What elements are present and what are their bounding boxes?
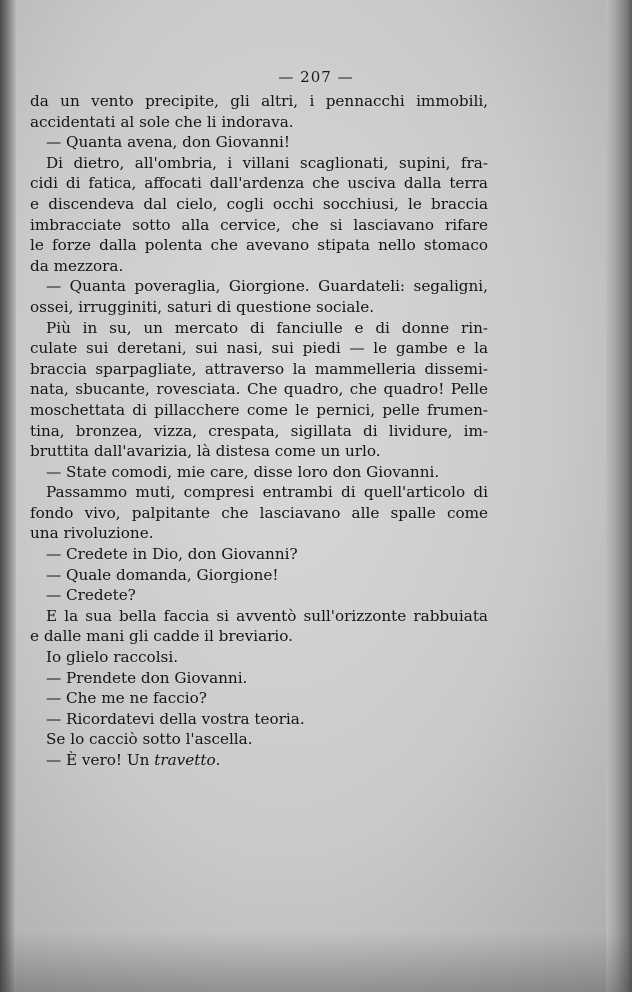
text-line: accidentati al sole che li indorava.	[30, 112, 294, 131]
text-line: moschettata di pillacchere come le pernici, pelle frumen-	[30, 400, 488, 419]
text-line: — Quanta avena, don Giovanni!	[46, 133, 290, 152]
final-line-suffix: .	[215, 751, 221, 769]
text-line: ossei, irrugginiti, saturi di questione sociale.	[30, 297, 375, 316]
final-line-prefix: — È vero! Un	[46, 751, 155, 769]
text-line: Passammo muti, compresi entrambi di quell'articolo di	[46, 483, 488, 502]
text-line: braccia sparpagliate, attraverso la mammelleria dissemi-	[30, 359, 488, 378]
text-line: e discendeva dal cielo, cogli occhi socchiusi, le braccia	[30, 194, 488, 213]
text-line: fondo vivo, palpitante che lasciavano alle spalle come	[30, 503, 488, 522]
final-line-italic-word: travetto	[154, 751, 216, 769]
text-line: da mezzora.	[30, 256, 124, 275]
text-line: — Quale domanda, Giorgione!	[46, 565, 279, 584]
page-spine-shadow	[0, 0, 16, 992]
text-line: una rivoluzione.	[30, 524, 154, 543]
body-text	[30, 91, 488, 771]
text-line: Di dietro, all'ombria, i villani scaglionati, supini, fra-	[46, 153, 488, 172]
text-line: Io glielo raccolsi.	[46, 648, 179, 667]
text-line: — Ricordatevi della vostra teoria.	[46, 709, 305, 728]
final-text-line	[30, 750, 488, 771]
text-line: nata, sbucante, rovesciata. Che quadro, che quadro! Pelle	[30, 380, 488, 399]
text-line: e dalle mani gli cadde il breviario.	[30, 627, 293, 646]
page-bottom-shade	[0, 932, 632, 992]
page-right-edge	[606, 0, 632, 992]
text-line: le forze dalla polenta che avevano stipata nello stomaco	[30, 236, 488, 255]
text-line: — Quanta poveraglia, Giorgione. Guardateli: segaligni,	[46, 277, 488, 296]
text-line: bruttita dall'avarizia, là distesa come un urlo.	[30, 442, 381, 461]
text-line: imbracciate sotto alla cervice, che si lasciavano rifare	[30, 215, 488, 234]
text-line: E la sua bella faccia si avventò sull'orizzonte rabbuiata	[46, 606, 488, 625]
text-line: — Credete in Dio, don Giovanni?	[46, 545, 298, 564]
text-line: — Prendete don Giovanni.	[46, 668, 248, 687]
text-line: Più in su, un mercato di fanciulle e di donne rin-	[46, 318, 488, 337]
text-line: tina, bronzea, vizza, crespata, sigillata di lividure, im-	[30, 421, 488, 440]
text-line: da un vento precipite, gli altri, i pennacchi immobili,	[30, 92, 488, 110]
text-line: — Credete?	[46, 586, 136, 605]
text-line: cidi di fatica, affocati dall'ardenza che usciva dalla terra	[30, 174, 488, 193]
text-line: culate sui deretani, sui nasi, sui piedi — le gambe e la	[30, 339, 488, 358]
text-line: Se lo cacciò sotto l'ascella.	[46, 730, 253, 749]
page-number: — 207 —	[278, 68, 354, 86]
text-line: — State comodi, mie care, disse loro don Giovanni.	[46, 462, 440, 481]
text-line: — Che me ne faccio?	[46, 689, 207, 708]
